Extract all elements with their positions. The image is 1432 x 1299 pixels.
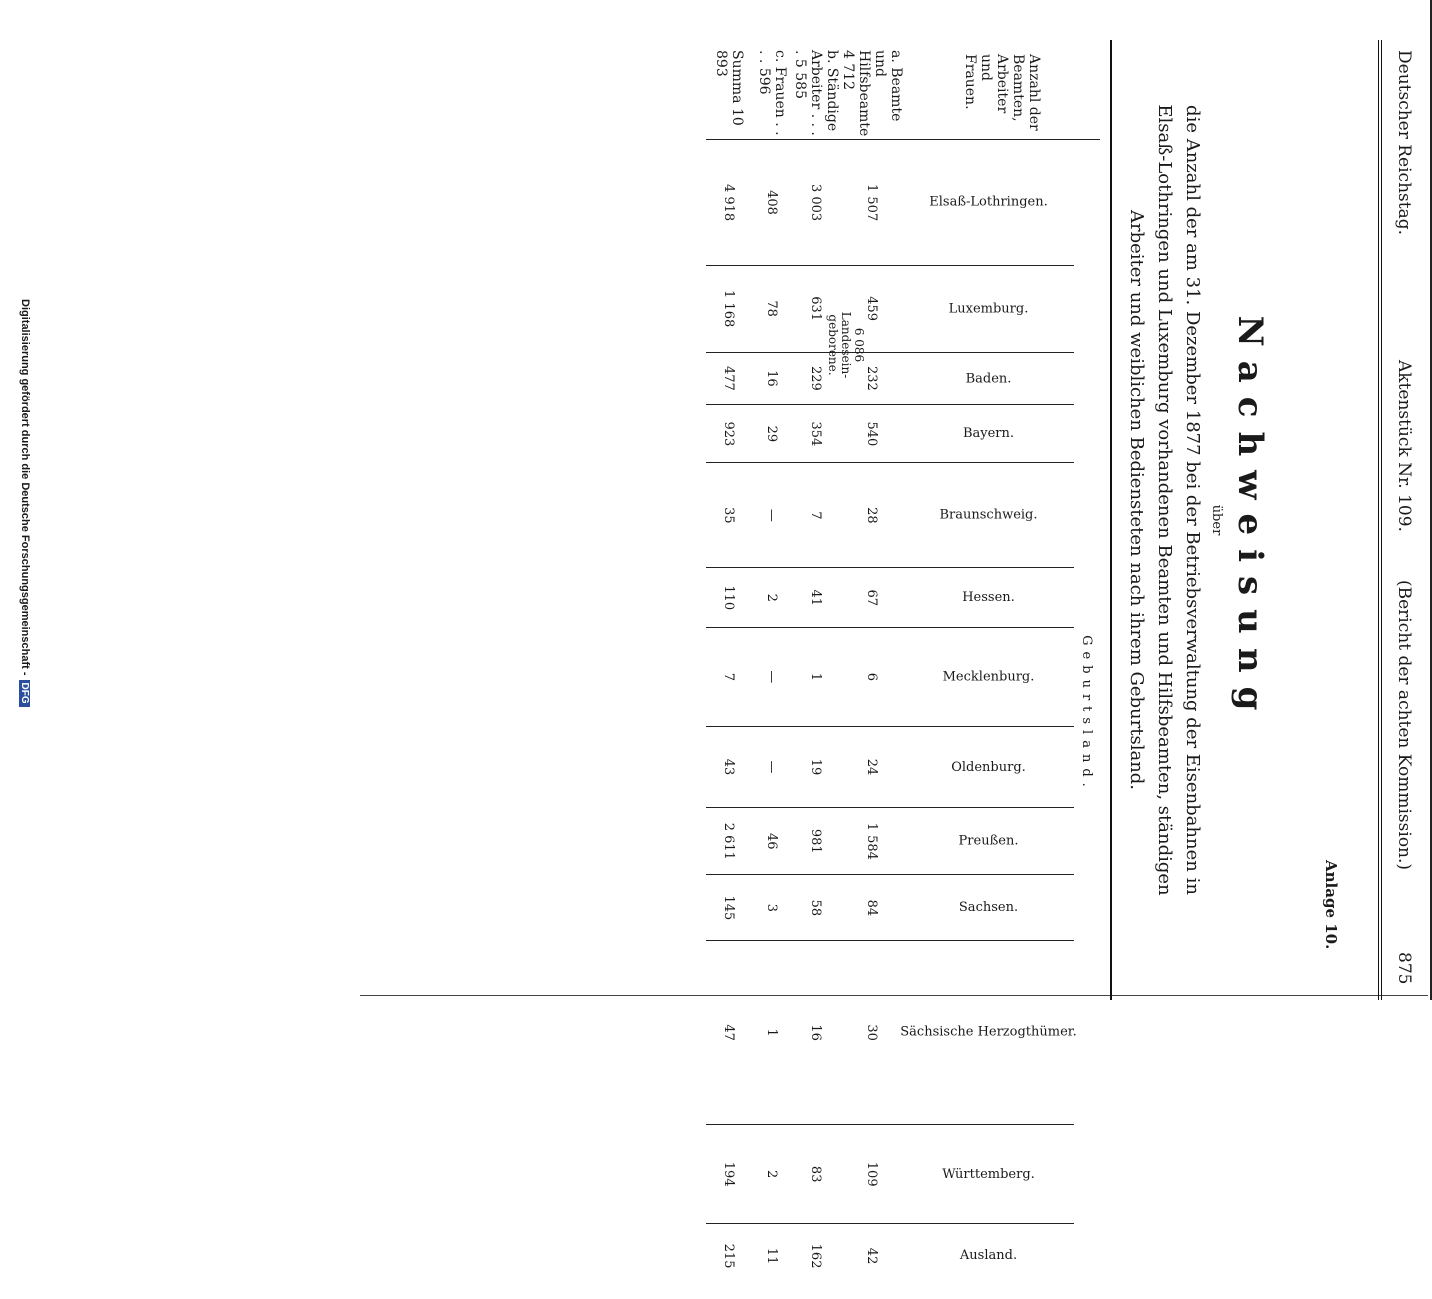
cell: 7	[706, 628, 752, 727]
table-row	[752, 40, 792, 1288]
cell: 1 584	[840, 808, 904, 875]
cell: 28	[840, 463, 904, 568]
cell: 24	[840, 726, 904, 808]
rotated-document-page	[360, 40, 1420, 1269]
cell: 7	[792, 463, 840, 568]
cell: 11	[752, 1224, 792, 1288]
cell: 3	[752, 875, 792, 941]
cell: 1	[752, 941, 792, 1124]
statistics-table	[706, 40, 1100, 1288]
cell: 1 168	[706, 265, 752, 352]
table-row	[840, 40, 904, 1288]
cell: 1	[792, 628, 840, 727]
cell: 110	[706, 568, 752, 628]
table-top-rule	[1110, 40, 1112, 1000]
cell: —	[752, 628, 792, 727]
cell: 631	[792, 265, 840, 352]
cell: 30	[840, 941, 904, 1124]
table-row	[792, 40, 840, 1288]
cell: 232	[840, 352, 904, 405]
cell: 229	[792, 352, 840, 405]
cell: 194	[706, 1124, 752, 1224]
born-text: Landesein-geborene.	[826, 311, 853, 379]
cell: 923	[706, 405, 752, 463]
col-header: Preußen.	[904, 808, 1074, 875]
cell: 2	[752, 568, 792, 628]
cell: 67	[840, 568, 904, 628]
cell: 78	[752, 265, 792, 352]
cell: 459	[840, 265, 904, 352]
cell: 109	[840, 1124, 904, 1224]
col-header: Elsaß-Lothringen.	[904, 140, 1074, 265]
digitization-credit	[13, 299, 31, 1299]
cell: 16	[752, 352, 792, 405]
dfg-logo: DFG	[19, 680, 30, 707]
cell: 35	[706, 463, 752, 568]
cell: 4 918	[706, 140, 752, 265]
cell: 16	[792, 941, 840, 1124]
cell: —	[752, 726, 792, 808]
col-header: Sachsen.	[904, 875, 1074, 941]
cell: 145	[706, 875, 752, 941]
cell: 19	[792, 726, 840, 808]
col-header: Luxemburg.	[904, 265, 1074, 352]
title-ueber: über	[1209, 504, 1224, 536]
col-header: Baden.	[904, 352, 1074, 405]
header-right: (Bericht der achten Kommission.)	[1394, 580, 1414, 871]
cell: 1 507	[840, 140, 904, 265]
header-rule	[1381, 40, 1382, 1000]
credit-text: Digitalisierung gefördert durch die Deutsche Forschungsgemeinschaft -	[19, 299, 31, 676]
cell: 41	[792, 568, 840, 628]
cell: 408	[752, 140, 792, 265]
header-middle: Aktenstück Nr. 109.	[1394, 360, 1414, 532]
cell: —	[752, 463, 792, 568]
cell: 58	[792, 875, 840, 941]
cell: 6	[840, 628, 904, 727]
header-rule-2	[1378, 40, 1379, 1000]
cell: 83	[792, 1124, 840, 1224]
sum-row	[706, 40, 752, 1288]
cell: 46	[752, 808, 792, 875]
cell: 42	[840, 1224, 904, 1288]
col-header: Württemberg.	[904, 1124, 1074, 1224]
intro-text: die Anzahl der am 31. Dezember 1877 bei der Betriebsverwaltung der Eisenbahnen in Elsaß-Lothringen und Luxemburg vorhandenen Beamten und Hilfsbeamten, ständigen Arbeiter und weiblichen Bediensteten nach ihrem Geburtsland.	[1126, 104, 1203, 896]
cell: 981	[792, 808, 840, 875]
row-label: c. Frauen . . . . 596	[756, 50, 788, 136]
col-header: Mecklenburg.	[904, 628, 1074, 727]
cell: 2	[752, 1124, 792, 1224]
col-header: Hessen.	[904, 568, 1074, 628]
page-header	[1380, 40, 1420, 1000]
row-label: b. Ständige Arbeiter . . . . 5 585	[792, 50, 840, 136]
cell: 3 003	[792, 140, 840, 265]
geburtsland-header: Geburtsland.	[1074, 140, 1100, 1288]
cell: 2 611	[706, 808, 752, 875]
col-header: Sächsische Herzogthümer.	[904, 941, 1074, 1124]
cell: 84	[840, 875, 904, 941]
cell: 477	[706, 352, 752, 405]
sum-label: Summa 10 893	[713, 50, 745, 126]
page-number: 875	[1394, 952, 1414, 985]
cell: 43	[706, 726, 752, 808]
col-header: Bayern.	[904, 405, 1074, 463]
page-title: Nachweisung	[1230, 315, 1270, 725]
cell: 47	[706, 941, 752, 1124]
born-note	[826, 290, 865, 400]
cell: 354	[792, 405, 840, 463]
col-header: Oldenburg.	[904, 726, 1074, 808]
header-left: Deutscher Reichstag.	[1394, 50, 1414, 235]
cell: 215	[706, 1224, 752, 1288]
col-header: Ausland.	[904, 1224, 1074, 1288]
born-count: 6 086	[852, 327, 866, 363]
cell: 29	[752, 405, 792, 463]
anzahl-header: Anzahl der Beamten, Arbeiter und Frauen.	[962, 54, 1042, 131]
cell: 540	[840, 405, 904, 463]
anlage-label: Anlage 10.	[1322, 860, 1340, 950]
row-label: a. Beamte und Hilfsbeamte 4 712	[840, 50, 904, 137]
col-header: Braunschweig.	[904, 463, 1074, 568]
cell: 162	[792, 1224, 840, 1288]
